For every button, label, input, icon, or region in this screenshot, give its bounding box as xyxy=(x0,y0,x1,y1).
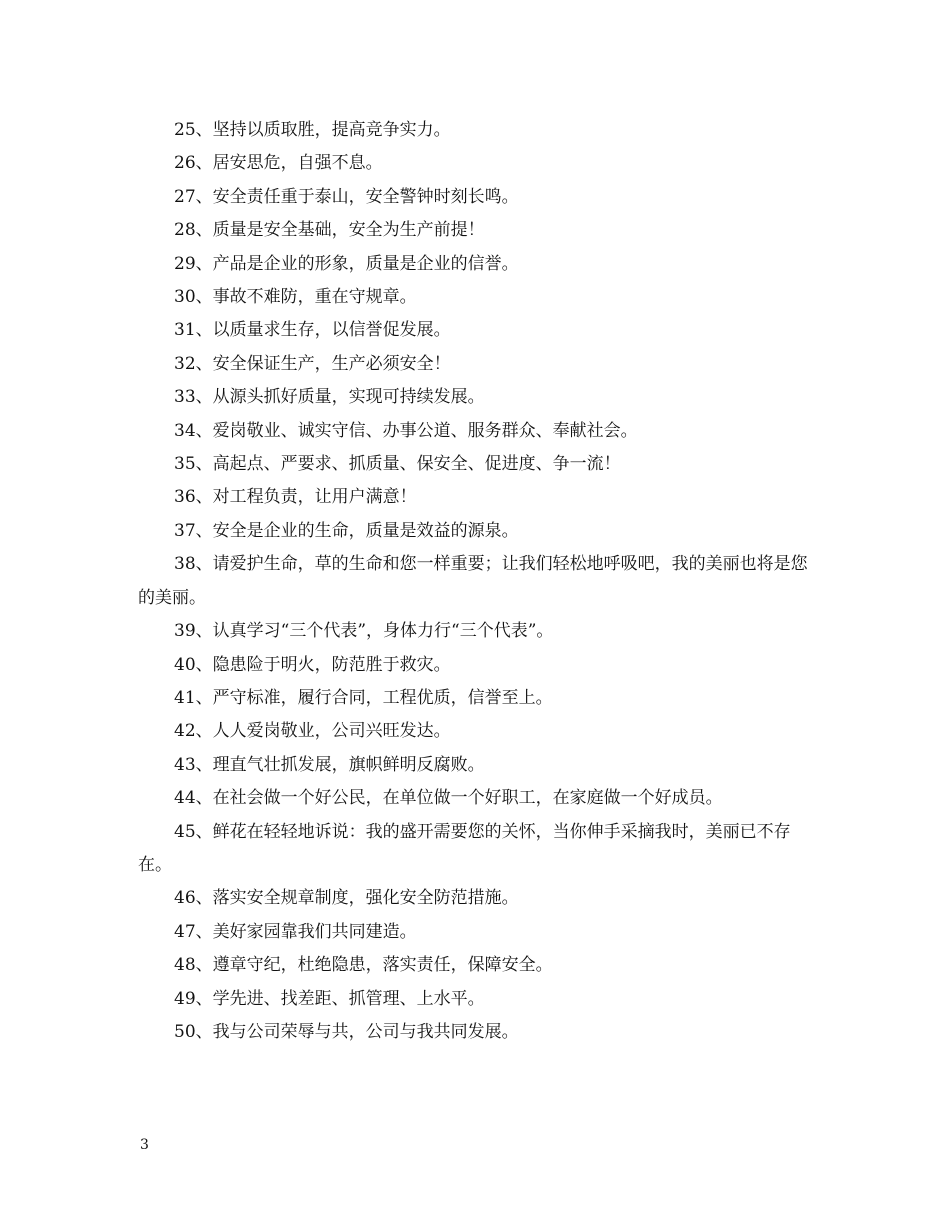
slogan-item: 25、坚持以质取胜，提高竞争实力。 xyxy=(174,120,451,140)
slogan-item: 28、质量是安全基础，安全为生产前提！ xyxy=(174,220,485,241)
slogan-item: 42、人人爱岗敬业，公司兴旺发达。 xyxy=(174,721,451,742)
slogan-item: 27、安全责任重于泰山，安全警钟时刻长鸣。 xyxy=(174,186,519,207)
page-number: 3 xyxy=(140,1137,149,1153)
slogan-list xyxy=(138,114,818,1049)
slogan-item: 30、事故不难防，重在守规章。 xyxy=(174,287,417,308)
slogan-item: 26、居安思危，自强不息。 xyxy=(174,153,383,174)
slogan-item: 34、爱岗敬业、诚实守信、办事公道、服务群众、奉献社会。 xyxy=(174,420,638,441)
slogan-item: 32、安全保证生产，生产必须安全！ xyxy=(174,353,451,374)
slogan-item: 44、在社会做一个好公民，在单位做一个好职工，在家庭做一个好成员。 xyxy=(174,788,723,809)
slogan-item: 37、安全是企业的生命，质量是效益的源泉。 xyxy=(174,520,519,541)
slogan-item: 35、高起点、严要求、抓质量、保安全、促进度、争一流！ xyxy=(174,454,621,475)
slogan-item: 38、请爱护生命，草的生命和您一样重要；让我们轻松地呼吸吧，我的美丽也将是您的美丽。 xyxy=(138,554,808,608)
slogan-item: 33、从源头抓好质量，实现可持续发展。 xyxy=(174,387,485,408)
slogan-item: 40、隐患险于明火，防范胜于救灾。 xyxy=(174,654,451,675)
slogan-item: 39、认真学习“三个代表”，身体力行“三个代表”。 xyxy=(174,621,554,642)
slogan-item: 47、美好家园靠我们共同建造。 xyxy=(174,921,417,942)
slogan-item: 41、严守标准，履行合同，工程优质，信誉至上。 xyxy=(174,687,553,708)
slogan-item: 46、落实安全规章制度，强化安全防范措施。 xyxy=(174,888,519,909)
slogan-item: 48、遵章守纪，杜绝隐患，落实责任，保障安全。 xyxy=(174,955,553,976)
slogan-item: 45、鲜花在轻轻地诉说：我的盛开需要您的关怀，当你伸手采摘我时，美丽已不存在。 xyxy=(138,821,791,875)
slogan-item: 49、学先进、找差距、抓管理、上水平。 xyxy=(174,988,485,1009)
slogan-item: 50、我与公司荣辱与共，公司与我共同发展。 xyxy=(174,1021,519,1042)
slogan-item: 43、理直气壮抓发展，旗帜鲜明反腐败。 xyxy=(174,754,485,775)
slogan-item: 31、以质量求生存，以信誉促发展。 xyxy=(174,320,451,341)
slogan-item: 29、产品是企业的形象，质量是企业的信誉。 xyxy=(174,253,519,274)
slogan-item: 36、对工程负责，让用户满意！ xyxy=(174,487,417,508)
